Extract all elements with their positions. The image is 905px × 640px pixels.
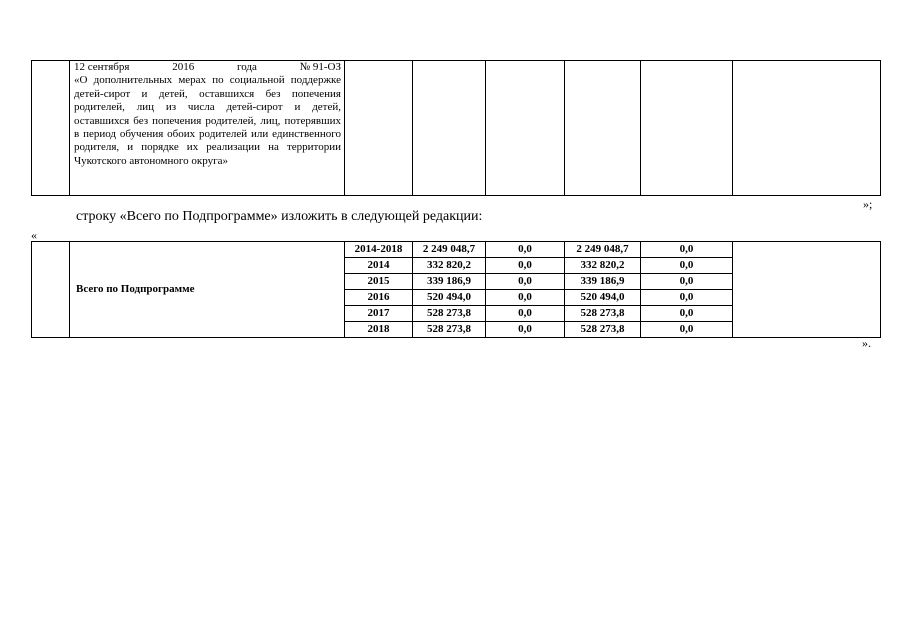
- empty-cell: [733, 242, 881, 338]
- law-title: «О дополнительных мерах по социальной поддержке детей-сирот и детей, оставшихся без попечения родителей, лиц из числа детей-сирот и детей, оставшихся без попечения родителей, лиц, потерявших в период обучения обоих родителей или единственного родителя, и порядке их реализации на территории Чукотского автономного округа»: [74, 74, 341, 167]
- closing-quote: ».: [862, 336, 871, 350]
- table-row: [32, 242, 881, 258]
- regional-cell: 339 186,9: [565, 274, 641, 290]
- federal-cell: 0,0: [486, 242, 565, 258]
- period-cell: 2015: [345, 274, 413, 290]
- law-description: [70, 61, 344, 168]
- period-cell: 2018: [345, 322, 413, 338]
- total-cell: 528 273,8: [413, 322, 486, 338]
- row-number-cell: [32, 242, 70, 338]
- empty-cell: [565, 61, 641, 196]
- empty-cell: [345, 61, 413, 196]
- period-cell: 2017: [345, 306, 413, 322]
- regional-cell: 2 249 048,7: [565, 242, 641, 258]
- regional-cell: 332 820,2: [565, 258, 641, 274]
- other-cell: 0,0: [641, 306, 733, 322]
- other-cell: 0,0: [641, 274, 733, 290]
- summary-table: [31, 241, 881, 338]
- law-row-table: [31, 60, 881, 196]
- federal-cell: 0,0: [486, 322, 565, 338]
- total-cell: 332 820,2: [413, 258, 486, 274]
- other-cell: 0,0: [641, 242, 733, 258]
- federal-cell: 0,0: [486, 306, 565, 322]
- law-date-year: 2016: [172, 61, 195, 73]
- total-cell: 520 494,0: [413, 290, 486, 306]
- opening-quote: «: [31, 228, 37, 242]
- empty-cell: [413, 61, 486, 196]
- empty-cell: [641, 61, 733, 196]
- regional-cell: 528 273,8: [565, 322, 641, 338]
- summary-label: Всего по Подпрограмме: [70, 242, 345, 338]
- law-number: № 91-ОЗ: [299, 61, 341, 73]
- period-cell: 2014-2018: [345, 242, 413, 258]
- total-cell: 339 186,9: [413, 274, 486, 290]
- law-date-word: года: [236, 61, 257, 73]
- regional-cell: 520 494,0: [565, 290, 641, 306]
- instruction-text: строку «Всего по Подпрограмме» изложить в следующей редакции:: [76, 209, 483, 224]
- law-date-line: [74, 61, 341, 74]
- law-date-day: 12 сентября: [74, 61, 130, 73]
- other-cell: 0,0: [641, 322, 733, 338]
- federal-cell: 0,0: [486, 290, 565, 306]
- empty-cell: [486, 61, 565, 196]
- empty-cell: [733, 61, 881, 196]
- total-cell: 528 273,8: [413, 306, 486, 322]
- total-cell: 2 249 048,7: [413, 242, 486, 258]
- closing-quote: »;: [863, 197, 873, 211]
- federal-cell: 0,0: [486, 274, 565, 290]
- regional-cell: 528 273,8: [565, 306, 641, 322]
- law-row: [32, 61, 881, 196]
- period-cell: 2016: [345, 290, 413, 306]
- other-cell: 0,0: [641, 258, 733, 274]
- other-cell: 0,0: [641, 290, 733, 306]
- period-cell: 2014: [345, 258, 413, 274]
- federal-cell: 0,0: [486, 258, 565, 274]
- law-description-cell: [70, 61, 345, 196]
- row-number-cell: [32, 61, 70, 196]
